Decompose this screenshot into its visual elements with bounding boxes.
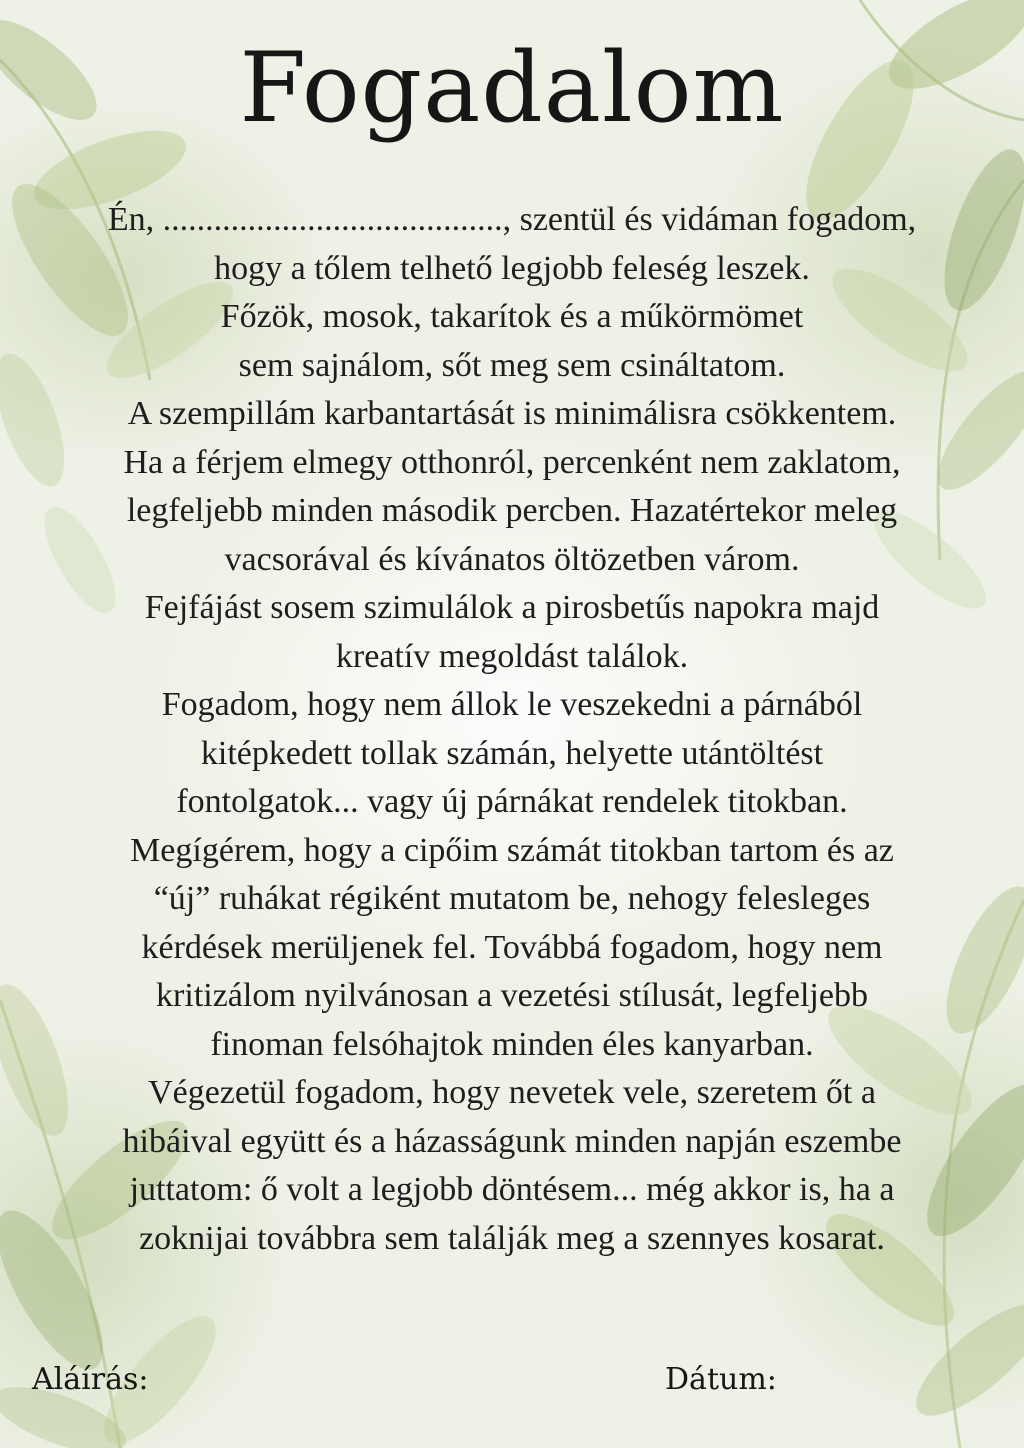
vow-line: kérdések merüljenek fel. Továbbá fogadom, hogy nem [141,928,883,966]
vow-line: kritizálom nyilvánosan a vezetési stílusát, legfeljebb [156,977,868,1014]
vow-line: sem sajnálom, sőt meg sem csináltatom. [238,346,786,384]
vow-line: A szempillám karbantartását is minimálisra csökkentem. [127,395,897,432]
vow-line: Én, ........................................, szentül és vidáman fogadom, [107,201,917,238]
vow-line: hibáival együtt és a házasságunk minden napján eszembe [122,1122,902,1160]
vow-line: “új” ruhákat régiként mutatom be, nehogy felesleges [153,880,871,917]
vow-line: legfeljebb minden második percben. Hazatértekor meleg [126,492,898,529]
vow-line: kitépkedett tollak számán, helyette utántöltést [200,734,824,772]
vow-line: Megígérem, hogy a cipőim számát titokban tartom és az [130,831,894,869]
vow-line: Fogadom, hogy nem állok le veszekedni a párnából [161,686,863,723]
vow-line: fontolgatok... vagy új párnákat rendelek titokban. [176,783,848,820]
vow-line: hogy a tőlem telhető legjobb feleség leszek. [214,249,810,287]
vow-line: Főzök, mosok, takarítok és a műkörmömet [220,298,804,335]
vow-line: kreatív megoldást találok. [335,637,689,675]
vow-line: Fejfájást sosem szimulálok a pirosbetűs napokra majd [144,589,880,626]
signature-label: Aláírás: [32,1362,149,1397]
date-label: Dátum: [665,1362,777,1397]
vow-line: vacsorával és kívánatos öltözetben várom. [224,540,800,578]
vow-line: finoman felsóhajtok minden éles kanyarban. [210,1025,814,1063]
vow-line: Ha a férjem elmegy otthonról, percenként nem zaklatom, [123,443,901,481]
vow-line: juttatom: ő volt a legjobb döntésem... még akkor is, ha a [129,1171,895,1208]
vow-line: zoknijai továbbra sem találják meg a szennyes kosarat. [139,1219,885,1257]
page-title: Fogadalom [239,32,785,144]
vow-line: Végezetül fogadom, hogy nevetek vele, szeretem őt a [148,1074,876,1111]
vow-text [30,196,994,1263]
